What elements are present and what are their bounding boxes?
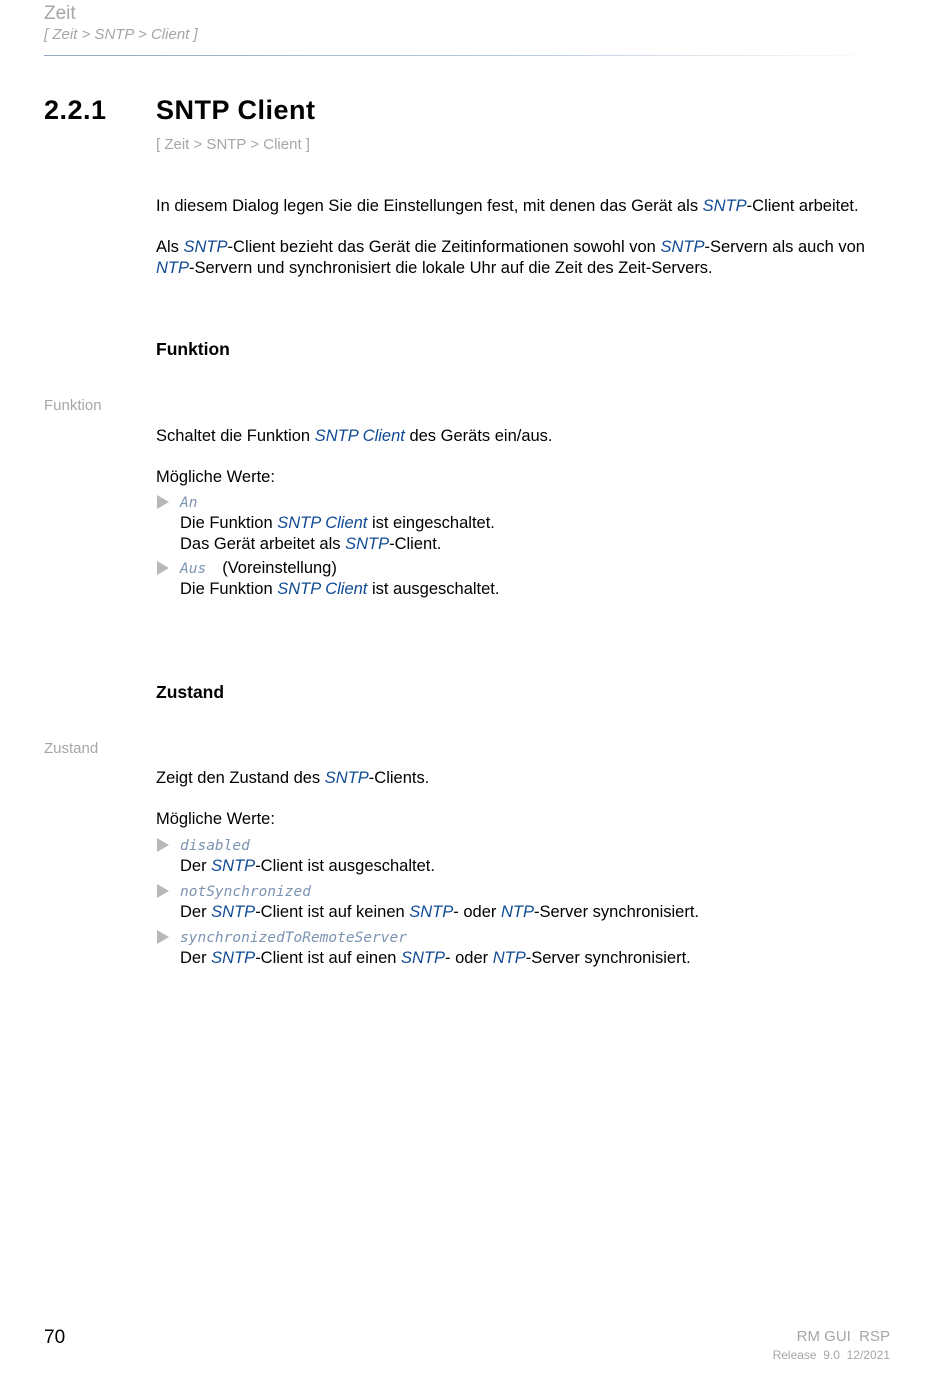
funktion-description: Schaltet die Funktion SNTP Client des Geräts ein/aus. [156,427,553,445]
running-header-path: [ Zeit > SNTP > Client ] [44,26,198,43]
section-number: 2.2.1 [44,95,107,125]
term-link[interactable]: SNTP [211,857,256,875]
term-link[interactable]: NTP [156,259,189,277]
value-item-disabled: disabled Der SNTP-Client ist ausgeschaltet. [180,838,435,875]
zustand-margin-label: Zustand [44,740,99,757]
value-name: disabled [180,838,250,854]
value-name: Aus [180,561,207,577]
term-link[interactable]: NTP [492,949,526,967]
footer-release: Release 9.0 12/2021 [772,1348,890,1362]
term-link[interactable]: SNTP [211,949,256,967]
zustand-heading: Zustand [156,682,225,702]
default-note: (Voreinstellung) [222,559,337,577]
zustand-description: Zeigt den Zustand des SNTP-Clients. [156,769,430,787]
bullet-triangle-icon [157,930,169,944]
term-link[interactable]: SNTP [409,903,454,921]
footer-document-name: RM GUI RSP [796,1328,890,1345]
term-link[interactable]: NTP [500,903,534,921]
bullet-triangle-icon [157,561,169,575]
section-menu-path: [ Zeit > SNTP > Client ] [156,136,310,153]
term-link[interactable]: SNTP [660,238,705,256]
funktion-heading: Funktion [156,339,230,359]
funktion-margin-label: Funktion [44,397,102,414]
running-header-title: Zeit [44,3,76,24]
value-item-synchronizedtoremoteserver: synchronizedToRemoteServer Der SNTP-Client ist auf einen SNTP- oder NTP-Server synchronisiert. [180,930,691,967]
bullet-triangle-icon [157,495,169,509]
header-divider [44,55,884,56]
value-item-an: An Die Funktion SNTP Client ist eingeschaltet. Das Gerät arbeitet als SNTP-Client. [180,495,495,553]
bullet-triangle-icon [157,884,169,898]
term-link[interactable]: SNTP [211,903,256,921]
page-number: 70 [44,1327,66,1348]
value-item-notsynchronized: notSynchronized Der SNTP-Client ist auf keinen SNTP- oder NTP-Server synchronisiert. [180,884,700,921]
term-link[interactable]: SNTP Client [314,427,405,445]
term-link[interactable]: SNTP [345,535,390,553]
term-link[interactable]: SNTP [324,769,369,787]
section-title: SNTP Client [156,95,316,125]
value-name: notSynchronized [180,884,311,900]
funktion-values-label: Mögliche Werte: [156,468,275,486]
term-link[interactable]: SNTP [702,197,747,215]
value-name: An [180,495,198,511]
value-item-aus: Aus (Voreinstellung) Die Funktion SNTP Client ist ausgeschaltet. [180,559,500,598]
value-name: synchronizedToRemoteServer [180,930,407,946]
intro-paragraph-1: In diesem Dialog legen Sie die Einstellungen fest, mit denen das Gerät als SNTP-Client arbeitet. [156,197,859,215]
bullet-triangle-icon [157,838,169,852]
term-link[interactable]: SNTP [401,949,446,967]
term-link[interactable]: SNTP Client [277,580,368,598]
zustand-values-label: Mögliche Werte: [156,810,275,828]
term-link[interactable]: SNTP Client [277,514,368,532]
term-link[interactable]: SNTP [183,238,228,256]
intro-paragraph-2: Als SNTP-Client bezieht das Gerät die Zeitinformationen sowohl von SNTP-Servern als auch von NTP-Servern und synchronisiert die lokale Uhr auf die Zeit des Zeit-Servers. [156,238,865,277]
